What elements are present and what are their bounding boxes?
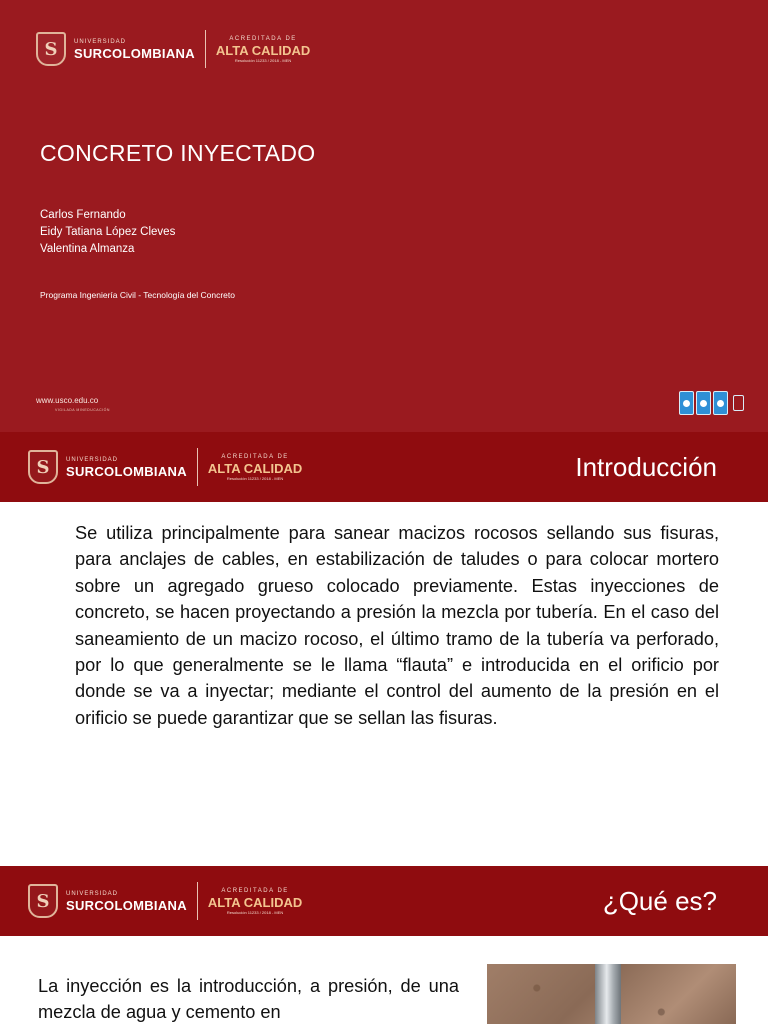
certification-seal-icon xyxy=(679,391,694,415)
author-name: Valentina Almanza xyxy=(40,243,135,255)
slide-title: ¿Qué es? xyxy=(602,886,717,916)
certification-seal-icon xyxy=(696,391,711,415)
injection-pipe-photo xyxy=(487,964,736,1024)
cover-title: CONCRETO INYECTADO xyxy=(40,140,316,166)
que-es-paragraph: La inyección es la introducción, a presión, de una mezcla de agua y cemento en xyxy=(38,976,459,1023)
certification-seals xyxy=(679,391,744,415)
accreditation-title: ALTA CALIDAD xyxy=(207,460,303,476)
university-logo xyxy=(36,30,310,68)
university-logo xyxy=(28,448,302,486)
university-shield-icon: S xyxy=(28,450,58,484)
university-label: UNIVERSIDAD xyxy=(66,456,119,463)
slide-header xyxy=(0,866,768,936)
slide-header xyxy=(0,432,768,502)
author-name: Eidy Tatiana López Cleves xyxy=(40,226,176,238)
logo-divider xyxy=(197,882,198,920)
university-logo xyxy=(28,882,302,920)
accreditation-title: ALTA CALIDAD xyxy=(207,894,303,910)
accreditation-title: ALTA CALIDAD xyxy=(215,42,311,58)
author-name: Carlos Fernando xyxy=(40,209,126,221)
university-label: UNIVERSIDAD xyxy=(66,890,119,897)
logo-divider xyxy=(205,30,206,68)
university-shield-icon: S xyxy=(36,32,66,66)
website-subtitle: VIGILADA MINEDUCACIÓN xyxy=(55,408,110,412)
university-name: SURCOLOMBIANA xyxy=(66,463,187,479)
intro-slide xyxy=(0,432,768,866)
website-link[interactable]: www.usco.edu.co xyxy=(36,396,99,405)
university-name: SURCOLOMBIANA xyxy=(74,45,195,61)
accreditation-resolution: Resolución 11233 / 2018 - MEN xyxy=(226,475,284,481)
accreditation-label: ACREDITADA DE xyxy=(229,35,297,42)
accreditation-resolution: Resolución 11233 / 2018 - MEN xyxy=(226,909,284,915)
pipe-image-element xyxy=(595,964,621,1024)
accreditation-label: ACREDITADA DE xyxy=(221,887,289,894)
que-es-slide xyxy=(0,866,768,1024)
author-list xyxy=(40,207,175,258)
accreditation-label: ACREDITADA DE xyxy=(221,453,289,460)
intro-paragraph: Se utiliza principalmente para sanear macizos rocosos sellando sus fisuras, para anclajes de cables, en estabilización de taludes o para colocar mortero sobre un agregado grueso colocado previamente. Estas inyecciones de concreto, se hacen proyectando a presión la mezcla por tubería. En el caso del saneamiento de un macizo rocoso, el último tramo de la tubería va perforado, por lo que generalmente se le llama “flauta” e introducida en el orificio por donde se va a inyectar; mediante el control del aumento de la presión en el orificio se puede garantizar que se sellan las fisuras. xyxy=(75,523,719,728)
slide-title: Introducción xyxy=(575,452,717,482)
university-shield-icon: S xyxy=(28,884,58,918)
certification-mark-icon xyxy=(733,395,744,411)
certification-seal-icon xyxy=(713,391,728,415)
program-name: Programa Ingeniería Civil - Tecnología del Concreto xyxy=(40,290,235,300)
cover-slide xyxy=(0,0,768,432)
accreditation-resolution: Resolución 11233 / 2018 - MEN xyxy=(234,57,292,63)
university-label: UNIVERSIDAD xyxy=(74,38,127,45)
logo-divider xyxy=(197,448,198,486)
university-name: SURCOLOMBIANA xyxy=(66,897,187,913)
